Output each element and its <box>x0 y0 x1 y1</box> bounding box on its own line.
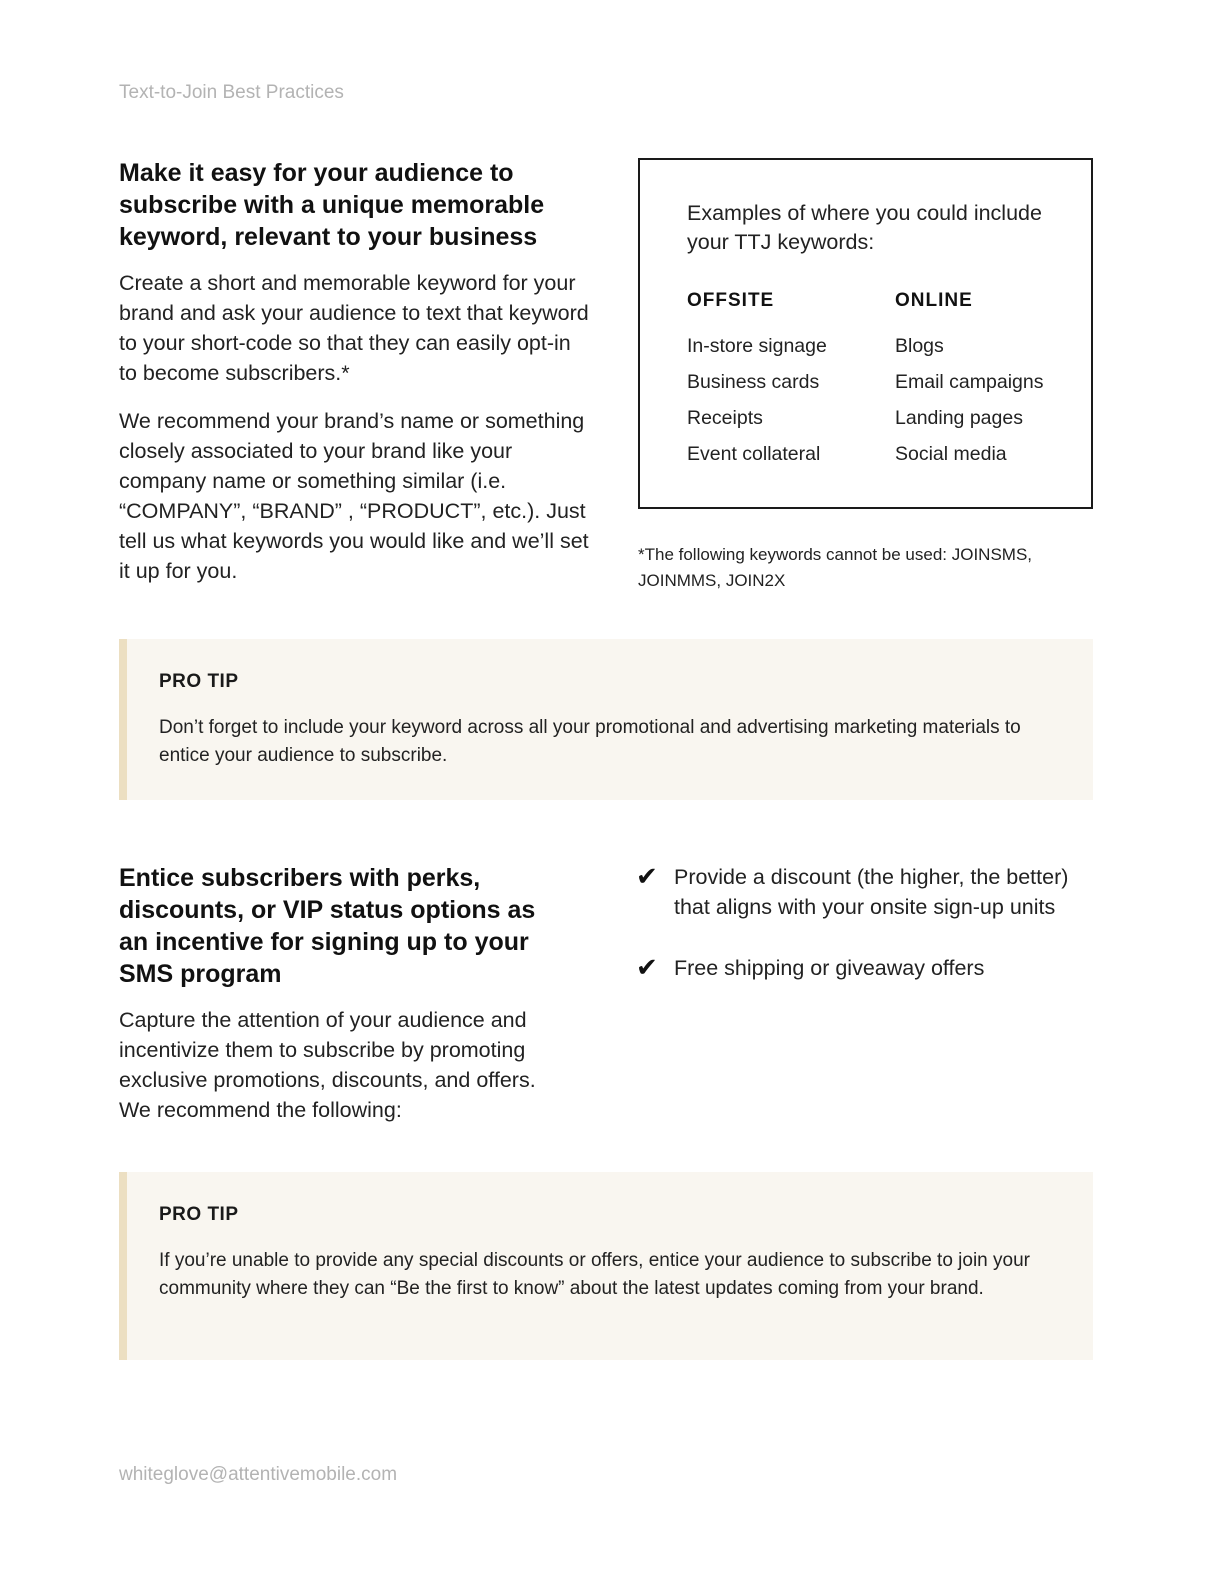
online-list <box>895 334 1095 478</box>
keyword-footnote: *The following keywords cannot be used: JOINSMS, JOINMMS, JOIN2X <box>638 545 1033 590</box>
list-item <box>636 862 1096 922</box>
section1-paragraph-1: Create a short and memorable keyword for your brand and ask your audience to text that keyword to your short-code so that they can easily opt-in to become subscribers.* <box>119 271 589 385</box>
pro-tip-1 <box>119 639 1093 800</box>
section2-paragraph: Capture the attention of your audience and incentivize them to subscribe by promoting exclusive promotions, discounts, and offers. We recommend the following: <box>119 1008 536 1122</box>
list-item: Event collateral <box>687 443 821 465</box>
recommendation-text: Free shipping or giveaway offers <box>674 956 985 980</box>
online-heading: ONLINE <box>895 290 973 311</box>
list-item: Blogs <box>895 335 944 357</box>
recommendation-text: Provide a discount (the higher, the better) that aligns with your onsite sign-up units <box>674 865 1069 919</box>
recommendation-list <box>636 862 1096 1014</box>
list-item: Social media <box>895 443 1007 465</box>
footer-email: whiteglove@attentivemobile.com <box>119 1464 398 1485</box>
pro-tip-2 <box>119 1172 1093 1360</box>
list-item: Landing pages <box>895 407 1023 429</box>
list-item: In-store signage <box>687 335 827 357</box>
examples-intro: Examples of where you could include your TTJ keywords: <box>687 201 1042 254</box>
section2-heading: Entice subscribers with perks, discounts, or VIP status options as an incentive for signing up to your SMS program <box>119 864 536 988</box>
checkmark-icon: ✔ <box>636 862 658 892</box>
keyword-examples-box <box>638 158 1093 509</box>
pro-tip-text: If you’re unable to provide any special discounts or offers, entice your audience to subscribe to join your community where they can “Be the first to know” about the latest updates coming from your brand. <box>159 1250 1030 1299</box>
list-item: Receipts <box>687 407 763 429</box>
online-column <box>895 290 1095 478</box>
offsite-heading: OFFSITE <box>687 290 775 311</box>
offsite-list <box>687 334 887 478</box>
pro-tip-label: PRO TIP <box>159 1204 239 1225</box>
list-item <box>636 953 1096 983</box>
running-header: Text-to-Join Best Practices <box>119 82 344 103</box>
offsite-column <box>687 290 887 478</box>
pro-tip-label: PRO TIP <box>159 671 239 692</box>
pro-tip-text: Don’t forget to include your keyword across all your promotional and advertising marketing materials to entice your audience to subscribe. <box>159 717 1021 766</box>
section1-paragraph-2: We recommend your brand’s name or something closely associated to your brand like your company name or something similar (i.e. “COMPANY”, “BRAND” , “PRODUCT”, etc.). Just tell us what keywords you would like and we’ll set it up for you. <box>119 409 589 583</box>
list-item: Email campaigns <box>895 371 1044 393</box>
list-item: Business cards <box>687 371 820 393</box>
section1-heading: Make it easy for your audience to subscribe with a unique memorable keyword, relevant to your business <box>119 159 545 251</box>
checkmark-icon: ✔ <box>636 953 658 983</box>
